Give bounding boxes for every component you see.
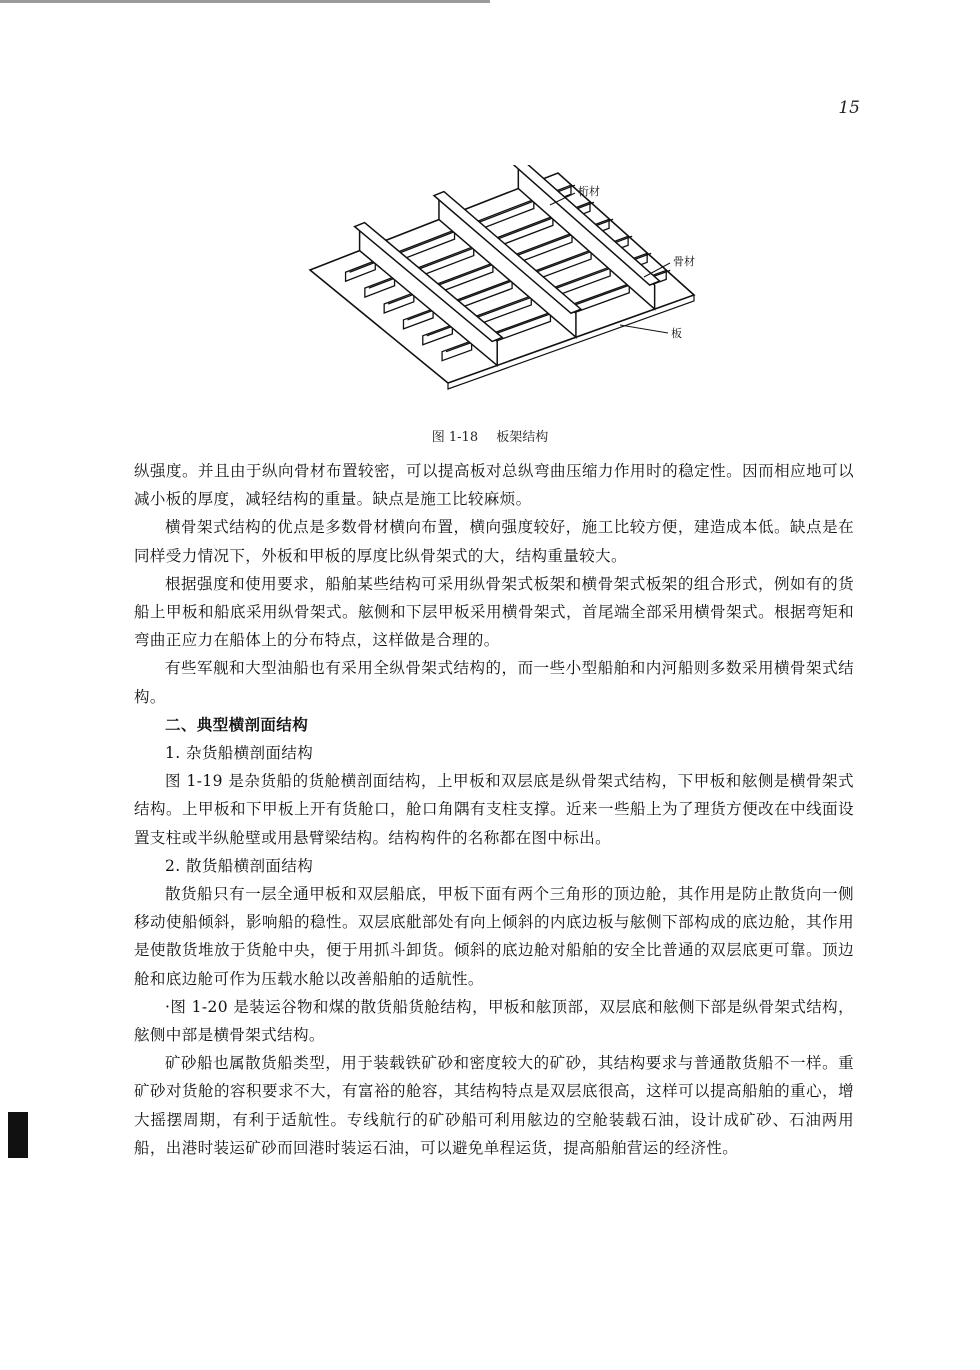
paragraph-4: 有些军舰和大型油船也有采用全纵骨架式结构的，而一些小型船舶和内河船则多数采用横骨架式结构。 <box>134 659 854 706</box>
caption-number: 图 1-18 <box>431 430 479 445</box>
paragraph-1: 纵强度。并且由于纵向骨材布置较密，可以提高板对总纵弯曲压缩力作用时的稳定性。因而相应地可以减小板的厚度，减轻结构的重量。缺点是施工比较麻烦。 <box>134 462 854 509</box>
page-number: 15 <box>838 98 860 118</box>
subsection-heading-1: 1. 杂货船横剖面结构 <box>165 744 314 763</box>
girder-label: 桁材 <box>578 185 600 198</box>
paragraph-7: ·图 1-20 是装运谷物和煤的散货船货舱结构，甲板和舷顶部，双层底和舷侧下部是纵骨架式结构，舷侧中部是横骨架式结构。 <box>134 997 854 1045</box>
section-heading: 二、典型横剖面结构 <box>165 715 309 734</box>
subsection-heading-2: 2. 散货船横剖面结构 <box>165 856 314 875</box>
paragraph-6: 散货船只有一层全通甲板和双层船底，甲板下面有两个三角形的顶边舱，其作用是防止散货向一侧移动使船倾斜，影响船的稳性。双层底舭部处有向上倾斜的内底边板与舷侧下部构成的底边舱，其作用是使散货堆放于货舱中央，便于用抓斗卸货。倾斜的底边舱对船舶的安全比普通的双层底更可靠。顶边舱和底边舱可作为压载水舱以改善船舶的适航性。 <box>134 885 854 988</box>
paragraph-2: 横骨架式结构的优点是多数骨材横向布置，横向强度较好，施工比较方便，建造成本低。缺点是在同样受力情况下，外板和甲板的厚度比纵骨架式的大，结构重量较大。 <box>134 518 854 565</box>
scan-top-rule <box>0 0 490 3</box>
frame-label: 骨材 <box>673 255 695 268</box>
scan-margin-mark <box>8 1112 28 1158</box>
caption-title: 板架结构 <box>496 430 549 445</box>
plate-grillage-figure <box>290 165 720 415</box>
paragraph-8: 矿砂船也属散货船类型，用于装载铁矿砂和密度较大的矿砂，其结构要求与普通散货船不一样。重矿砂对货舱的容积要求不大，有富裕的舱容，其结构特点是双层底很高，这样可以提高船舶的重心，增大摇摆周期，有利于适航性。专线航行的矿砂船可利用舷边的空舱装载石油，设计成矿砂、石油两用船，出港时装运矿砂而回港时装运石油，可以避免单程运货，提高船舶营运的经济性。 <box>134 1054 854 1157</box>
paragraph-3: 根据强度和使用要求，船舶某些结构可采用纵骨架式板架和横骨架式板架的组合形式，例如有的货船上甲板和船底采用纵骨架式。舷侧和下层甲板采用横骨架式，首尾端全部采用横骨架式。根据弯矩和弯曲正应力在船体上的分布特点，这样做是合理的。 <box>134 574 854 650</box>
figure-caption <box>0 426 980 445</box>
plate-leader <box>620 325 668 333</box>
plate-label: 板 <box>671 327 682 340</box>
body-text <box>134 457 854 1162</box>
paragraph-5: 图 1-19 是杂货船的货舱横剖面结构，上甲板和双层底是纵骨架式结构，下甲板和舷侧是横骨架式结构。上甲板和下甲板上开有货舱口，舱口角隅有支柱支撑。近来一些船上为了理货方便改在中线面设置支柱或半纵舱壁或用悬臂梁结构。结构构件的名称都在图中标出。 <box>134 772 854 847</box>
